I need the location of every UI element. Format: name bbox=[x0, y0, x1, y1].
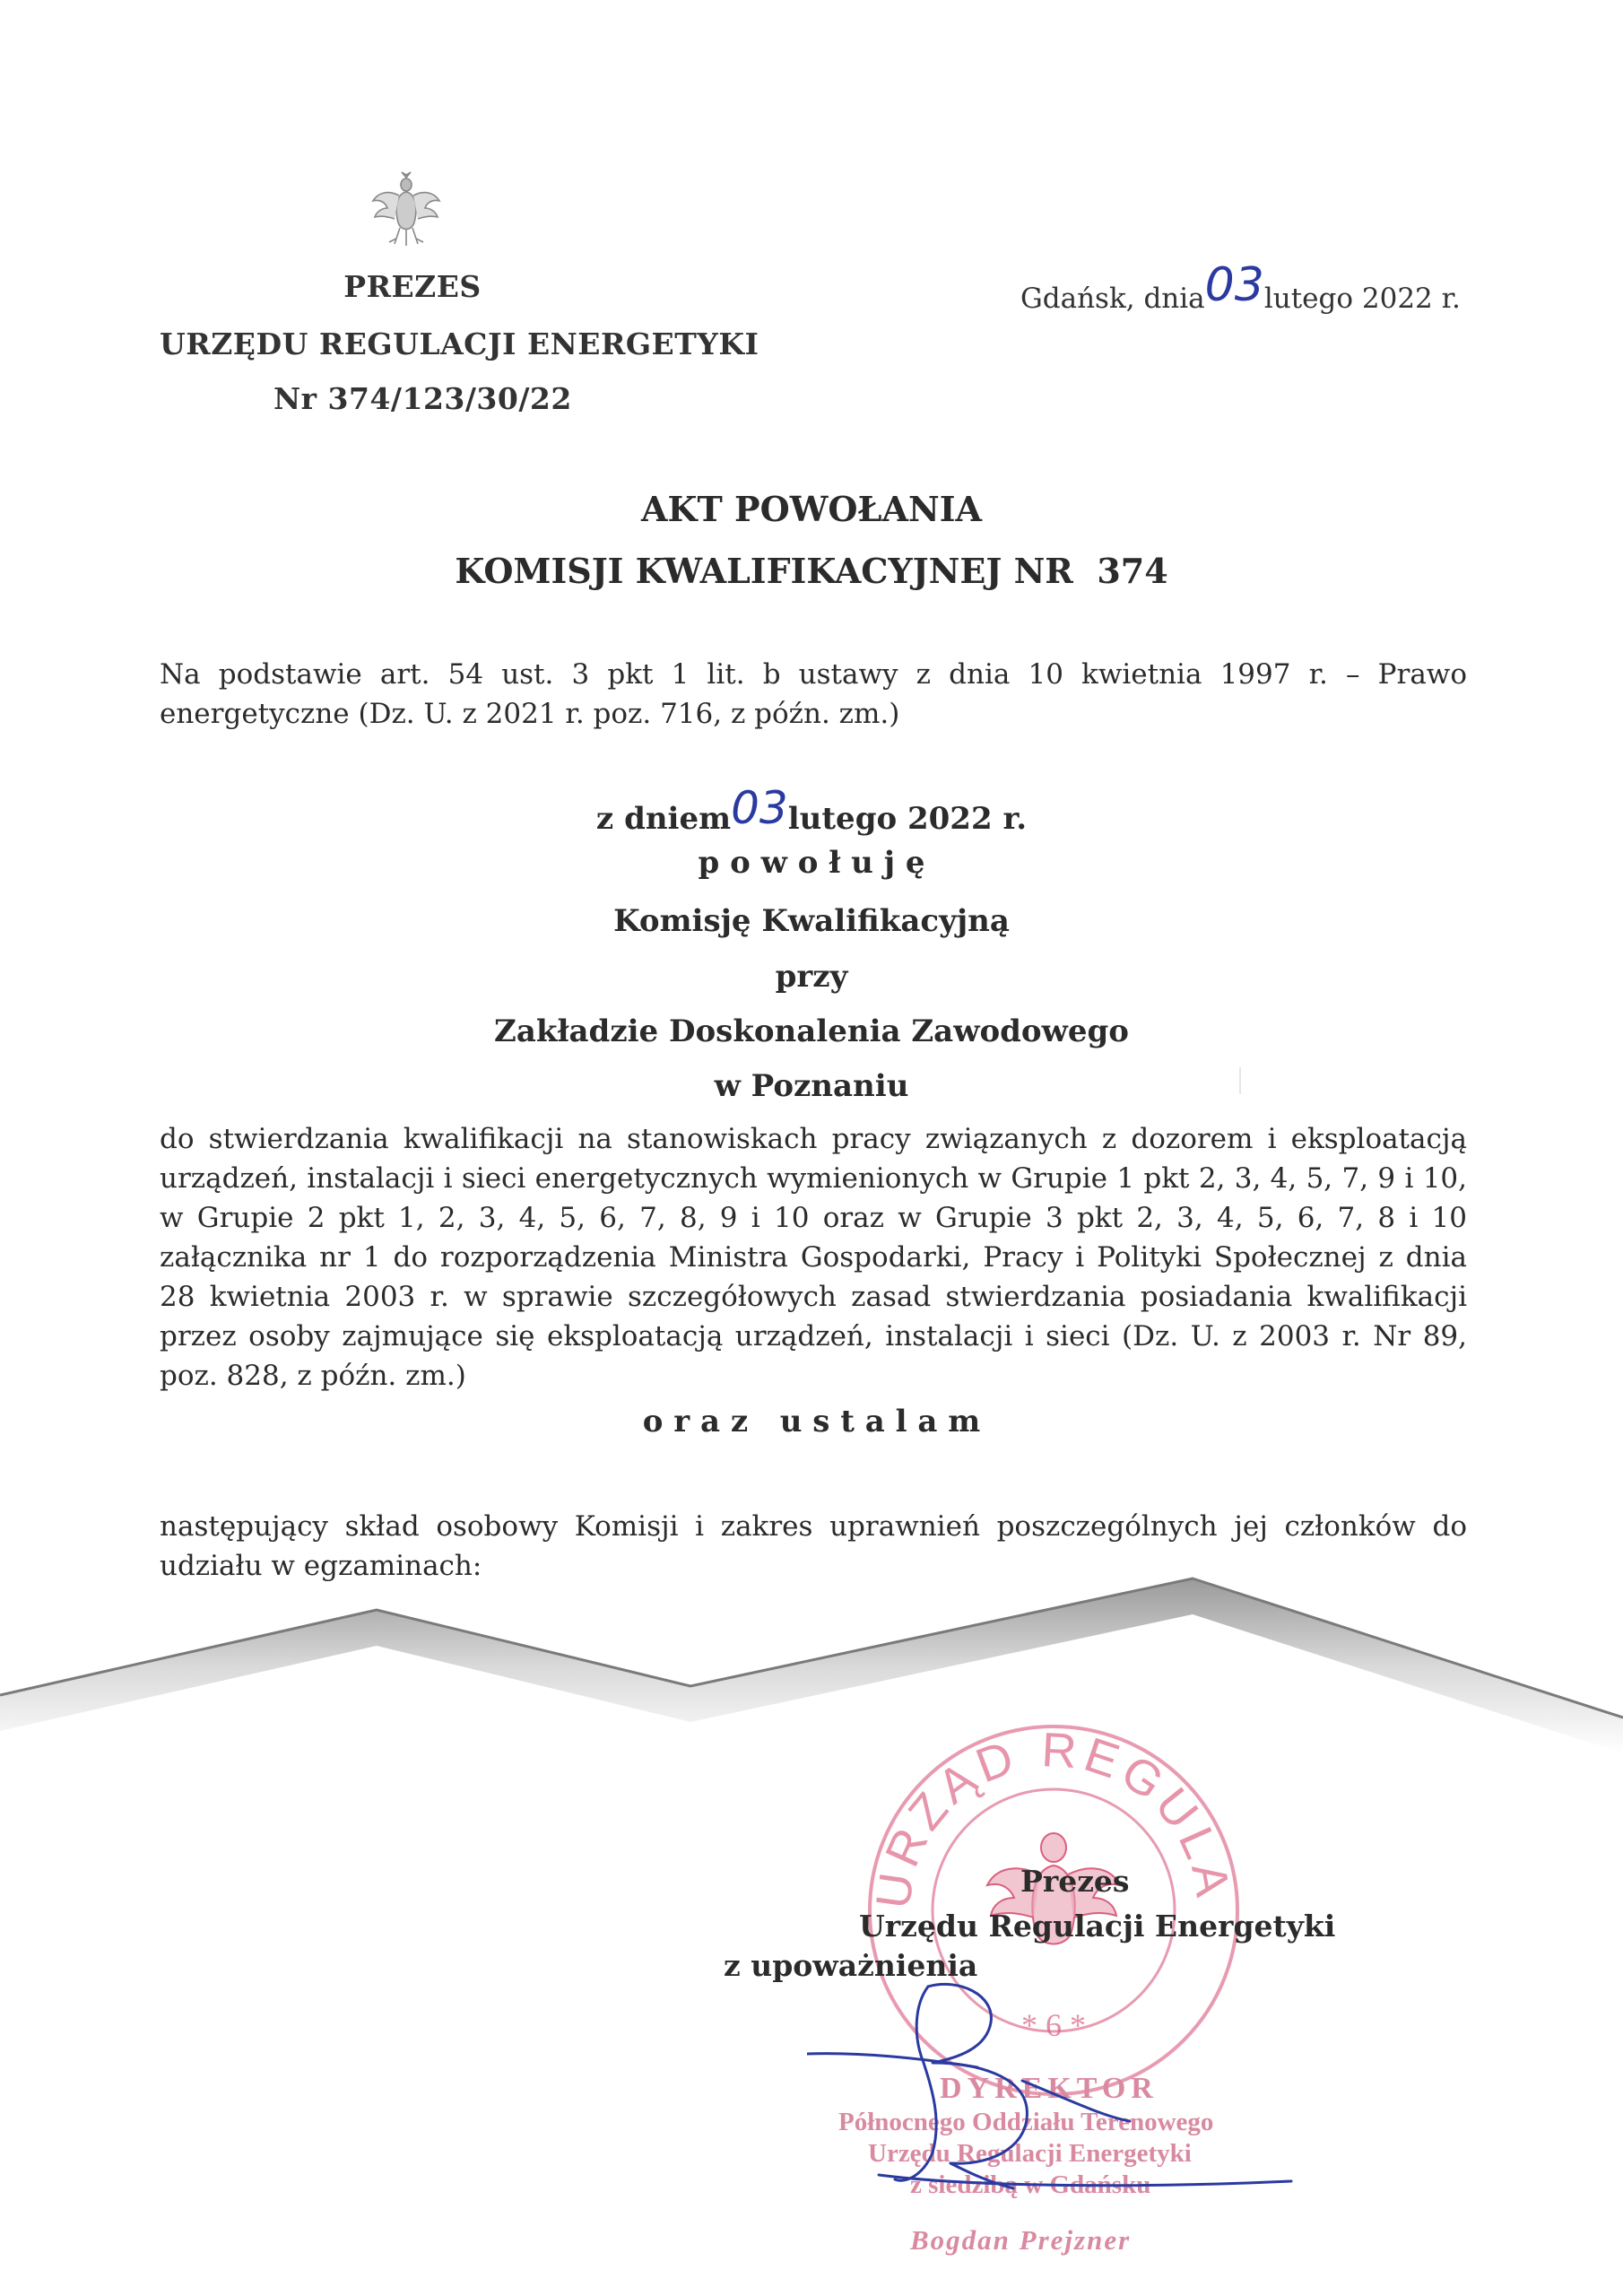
stamp-signatory-name: Bogdan Prejzner bbox=[910, 2224, 1132, 2256]
signature-office: Urzędu Regulacji Energetyki bbox=[859, 1909, 1336, 1944]
document-subtitle: KOMISJI KWALIFIKACYJNEJ NR 374 bbox=[455, 551, 1168, 591]
scan-mark bbox=[1239, 1067, 1241, 1094]
stamp-line-1: Północnego Oddziału Terenowego bbox=[838, 2108, 1214, 2136]
institution-city: w Poznaniu bbox=[714, 1068, 909, 1104]
institution-name: Zakładzie Doskonalenia Zawodowego bbox=[494, 1013, 1129, 1049]
appointment-date-suffix: lutego 2022 r. bbox=[787, 801, 1028, 837]
appointed-body: Komisję Kwalifikacyjną bbox=[613, 903, 1010, 939]
appoint-verb: p o w o ł u j ę bbox=[698, 845, 925, 881]
place-date-prefix: Gdańsk, dnia bbox=[1020, 283, 1205, 315]
office-name: URZĘDU REGULACJI ENERGETYKI bbox=[160, 326, 759, 361]
handwritten-day: 03 bbox=[731, 782, 788, 834]
page-break-zigzag bbox=[0, 1561, 1623, 1794]
scope-paragraph: do stwierdzania kwalifikacji na stanowiskach pracy związanych z dozorem i eksploatacją urządzeń, instalacji i sieci energetycznych wymienionych w Grupie 1 pkt 2, 3, 4, 5, 7, 9 i 10, w Grupie 2 pkt 1, 2, 3, 4, 5, 6, 7, 8, 9 i 10 oraz w Grupie 3 pkt 2, 3, 4, 5, 6, 7, 8 i 10 załącznika nr 1 do rozporządzenia Ministra Gospodarki, Pracy i Polityki Społecznej z dnia 28 kwietnia 2003 r. w sprawie szczegółowych zasad stwierdzania posiadania kwalifikacji przez osoby zajmujące się eksploatacją urządzeń, instalacji i sieci (Dz. U. z 2003 r. Nr 89, poz. 828, z późn. zm.) bbox=[160, 1123, 1467, 1392]
handwritten-signature bbox=[807, 1973, 1309, 2206]
polish-eagle-emblem bbox=[369, 169, 443, 251]
legal-basis: Na podstawie art. 54 ust. 3 pkt 1 lit. b ustawy z dnia 10 kwietnia 1997 r. – Prawo energetyczne (Dz. U. z 2021 r. poz. 716, z późn. zm.) bbox=[160, 658, 1467, 730]
stamp-line-2: Urzędu Regulacji Energetyki bbox=[868, 2139, 1192, 2168]
place-date bbox=[1020, 258, 1461, 319]
office-title: PREZES bbox=[343, 269, 482, 304]
composition-intro: następujący skład osobowy Komisji i zakres uprawnień poszczególnych jej członków do udziału w egzaminach: bbox=[160, 1510, 1467, 1582]
svg-text:* 6 *: * 6 * bbox=[1021, 2007, 1086, 2043]
place-date-suffix: lutego 2022 r. bbox=[1263, 283, 1461, 315]
signature-title: Prezes bbox=[1020, 1864, 1130, 1899]
appointment-date bbox=[0, 782, 1623, 839]
stamp-director-title: DYREKTOR bbox=[940, 2072, 1159, 2105]
appointment-date-prefix: z dniem bbox=[595, 801, 732, 837]
document-title: AKT POWOŁANIA bbox=[641, 489, 982, 529]
round-stamp-text: URZĄD REGULA bbox=[865, 1723, 1241, 1912]
handwritten-day: 03 bbox=[1204, 258, 1264, 312]
establish-verb: o r a z u s t a l a m bbox=[642, 1404, 981, 1439]
signature-authorization: z upoważnienia bbox=[724, 1948, 978, 1983]
reference-number: Nr 374/123/30/22 bbox=[273, 381, 572, 416]
stamp-line-3: z siedzibą w Gdańsku bbox=[910, 2170, 1151, 2199]
preposition: przy bbox=[775, 959, 848, 995]
